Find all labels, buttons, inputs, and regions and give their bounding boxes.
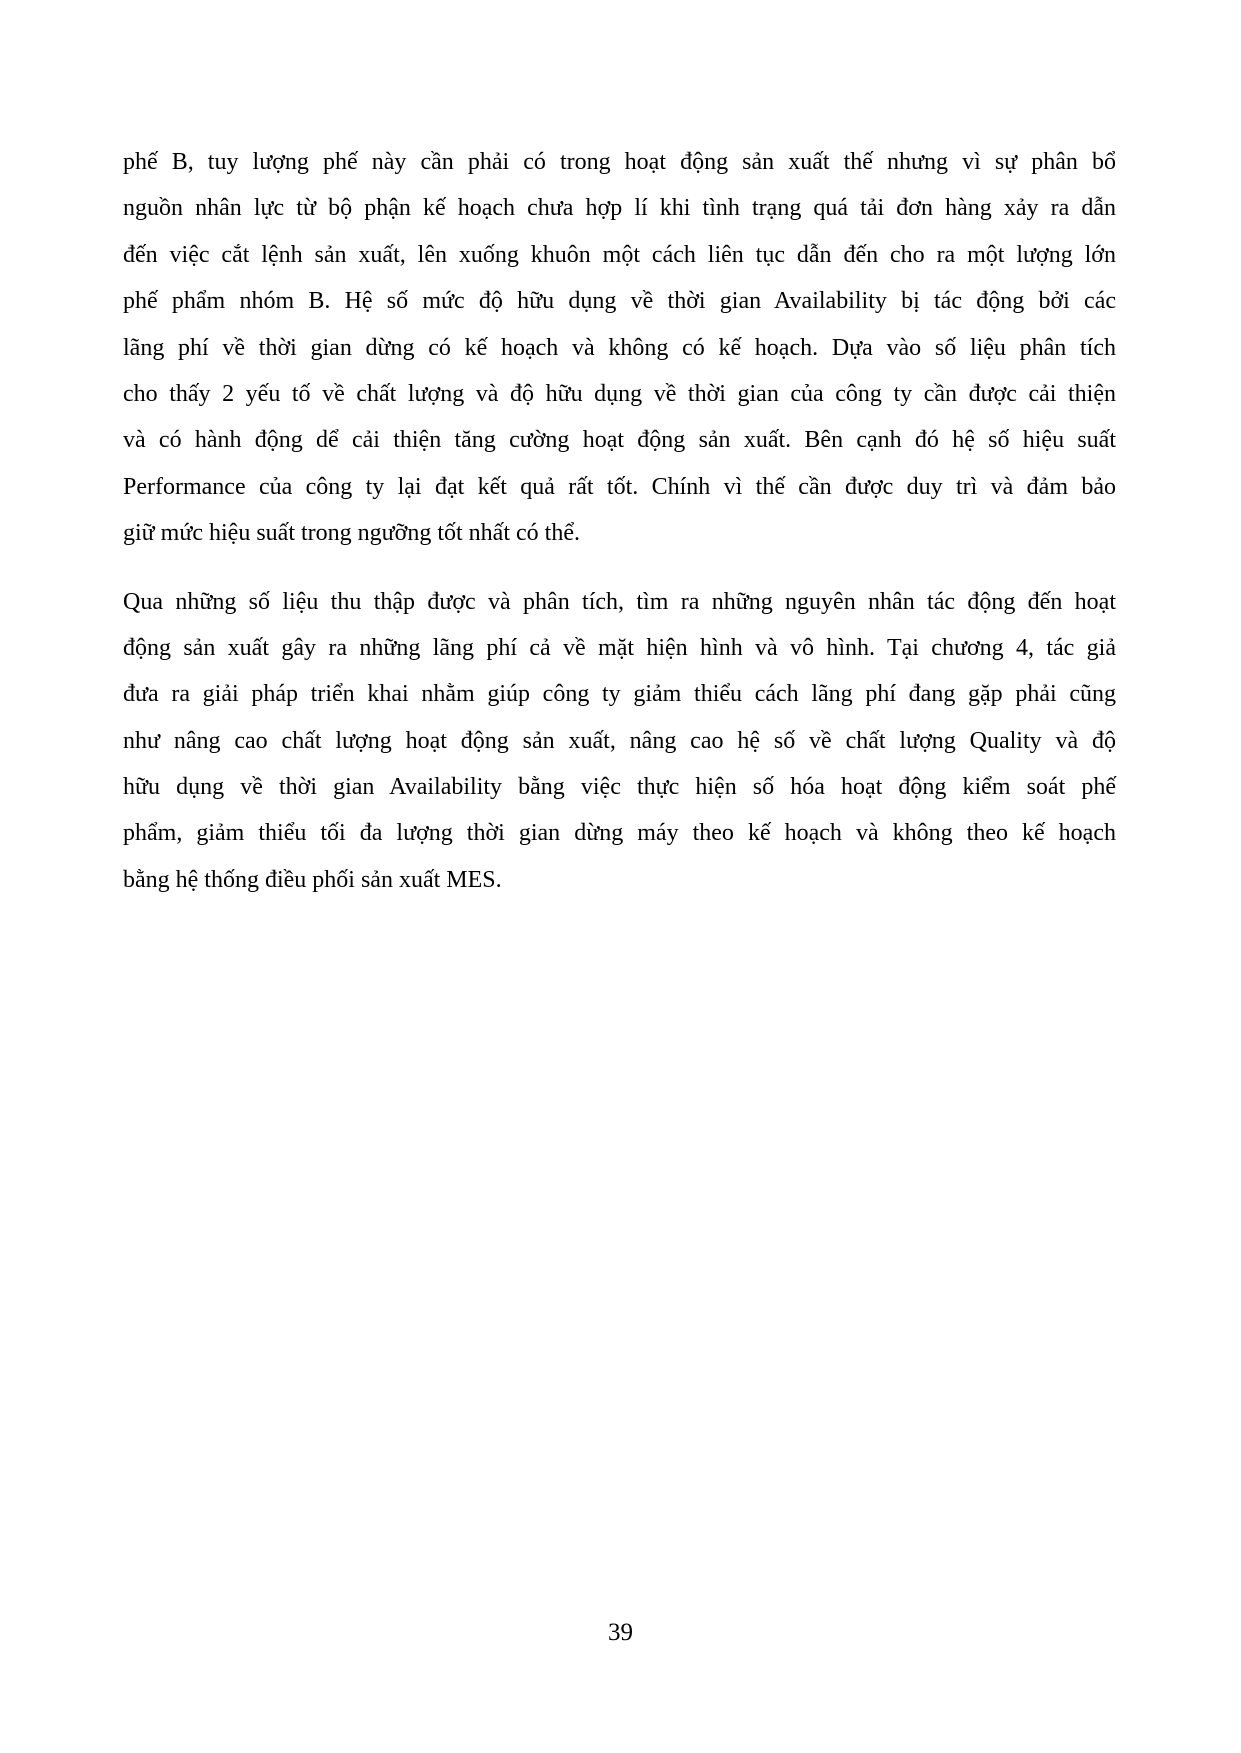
text-line: động sản xuất gây ra những lãng phí cả về mặt hiện hình và vô hình. Tại chương 4, tác giả — [123, 634, 1116, 661]
text-line: giữ mức hiệu suất trong ngưỡng tốt nhất có thể. — [123, 520, 580, 547]
page-number: 39 — [608, 1619, 633, 1646]
text-line: hữu dụng về thời gian Availability bằng việc thực hiện số hóa hoạt động kiểm soát phế — [123, 774, 1116, 801]
text-line: đến việc cắt lệnh sản xuất, lên xuống khuôn một cách liên tục dẫn đến cho ra một lượng lớn — [123, 241, 1116, 268]
body-text — [123, 139, 1116, 925]
text-line: như nâng cao chất lượng hoạt động sản xuất, nâng cao hệ số về chất lượng Quality và độ — [123, 727, 1116, 754]
paragraph-1 — [123, 139, 1116, 557]
text-line: Qua những số liệu thu thập được và phân tích, tìm ra những nguyên nhân tác động đến hoạt — [123, 588, 1116, 615]
text-line: phế B, tuy lượng phế này cần phải có trong hoạt động sản xuất thế nhưng vì sự phân bổ — [123, 149, 1116, 175]
text-line: cho thấy 2 yếu tố về chất lượng và độ hữu dụng về thời gian của công ty cần được cải thiện — [123, 380, 1116, 407]
paragraph-2 — [123, 579, 1116, 904]
text-line: đưa ra giải pháp triển khai nhằm giúp công ty giảm thiểu cách lãng phí đang gặp phải cũng — [123, 681, 1116, 708]
text-line: phế phẩm nhóm B. Hệ số mức độ hữu dụng về thời gian Availability bị tác động bởi các — [123, 288, 1116, 315]
text-line: và có hành động dể cải thiện tăng cường hoạt động sản xuất. Bên cạnh đó hệ số hiệu suất — [123, 427, 1116, 454]
text-line: bằng hệ thống điều phối sản xuất MES. — [123, 866, 502, 893]
text-line: Performance của công ty lại đạt kết quả rất tốt. Chính vì thế cần được duy trì và đảm bảo — [123, 473, 1116, 500]
text-line: nguồn nhân lực từ bộ phận kế hoạch chưa hợp lí khi tình trạng quá tải đơn hàng xảy ra dẫn — [123, 195, 1116, 222]
text-line: phẩm, giảm thiểu tối đa lượng thời gian dừng máy theo kế hoạch và không theo kế hoạch — [123, 820, 1116, 847]
text-line: lãng phí về thời gian dừng có kế hoạch và không có kế hoạch. Dựa vào số liệu phân tích — [123, 334, 1116, 361]
